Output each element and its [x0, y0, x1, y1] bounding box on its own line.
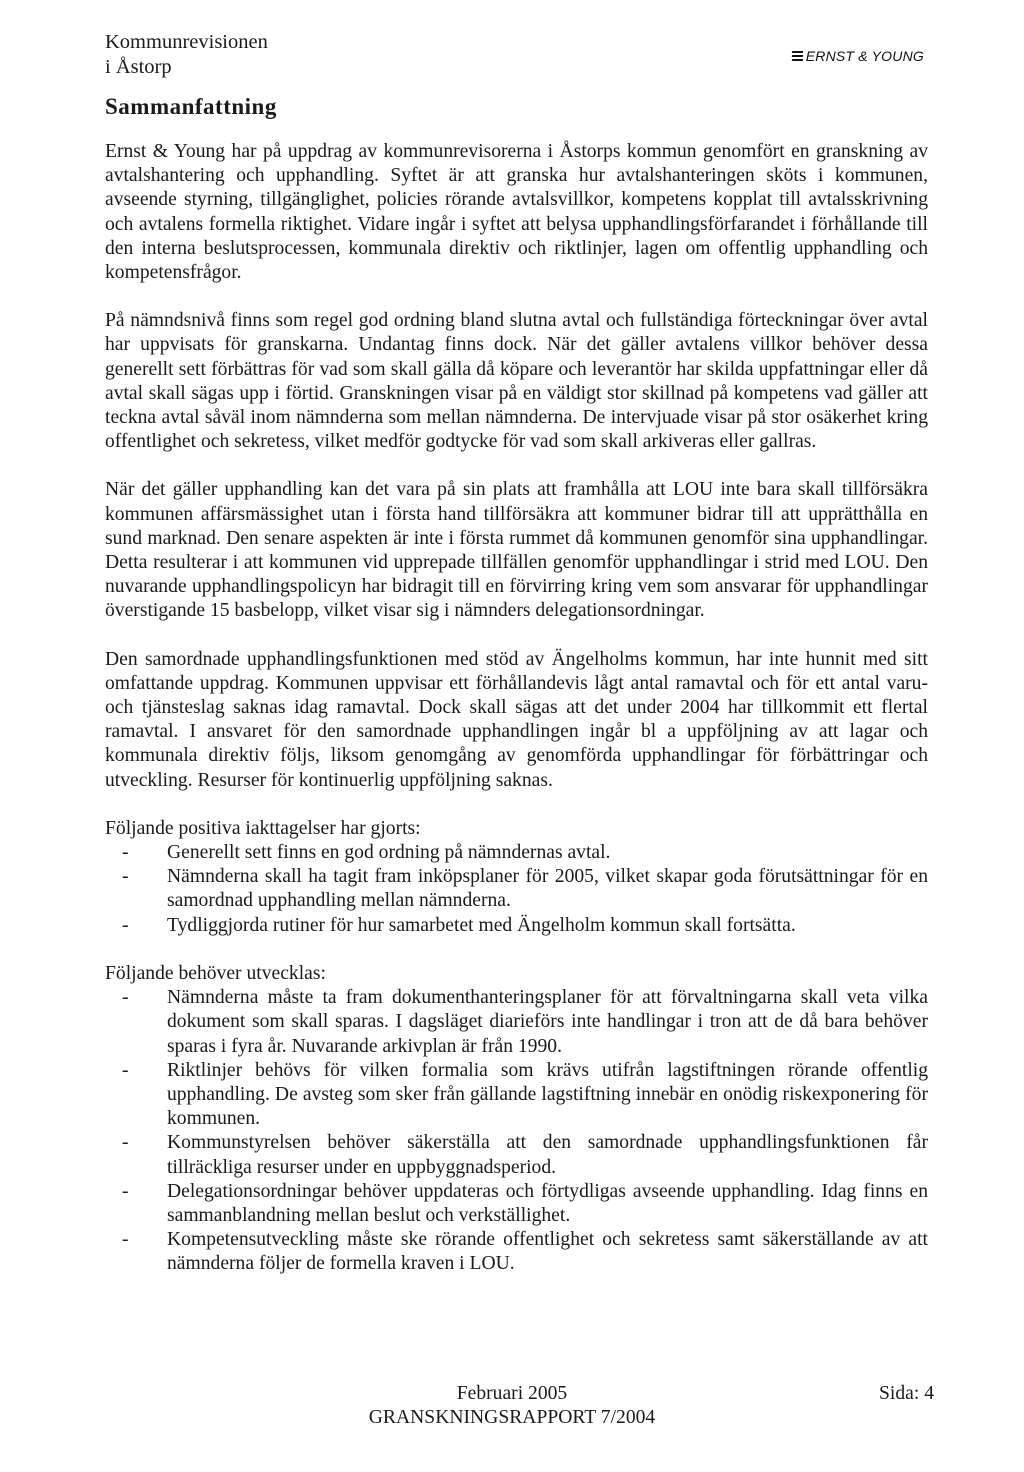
header-org-line2: i Åstorp — [105, 56, 172, 78]
improvements-intro: Följande behöver utvecklas: — [105, 962, 326, 984]
list-item: - Generellt sett finns en god ordning på nämndernas avtal. — [105, 841, 928, 865]
page-number: Sida: 4 — [879, 1383, 934, 1404]
paragraph: Ernst & Young har på uppdrag av kommunrevisorerna i Åstorps kommun genomfört en granskning av avtalshantering och upphandling. Syftet är att granska hur avtalshanteringen sköts i kommunen, avseende styrning, tillgänglighet, policies rörande avtalsvillkor, kompetens kopplat till avtalsskrivning och avtalens formella riktighet. Vidare ingår i syftet att belysa upphandlingsförfarandet i förhållande till den interna beslutsprocessen, kommunala direktiv och riktlinjer, lagen om offentlig upphandling och kompetensfrågor. — [105, 141, 928, 284]
header-organization — [105, 30, 268, 80]
list-item: - Delegationsordningar behöver uppdateras och förtydligas avseende upphandling. Idag finns en sammanblandning mellan beslut och verkställighet. — [105, 1180, 928, 1228]
list-item: - Riktlinjer behövs för vilken formalia som krävs utifrån lagstiftningen rörande offentlig upphandling. De avsteg som sker från gällande lagstiftning innebär en onödig riskexponering för kommunen. — [105, 1059, 928, 1132]
footer-date: Februari 2005 — [456, 1383, 568, 1404]
positives-intro: Följande positiva iakttagelser har gjorts: — [105, 817, 421, 839]
list-item: - Kompetensutveckling måste ske rörande offentlighet och sekretess samt säkerställande av att nämnderna följer de formella kraven i LOU. — [105, 1228, 928, 1276]
paragraph: När det gäller upphandling kan det vara på sin plats att framhålla att LOU inte bara skall tillförsäkra kommunen affärsmässighet utan i första hand tillförsäkra att kommuner bidrar till att upprätthålla en sund marknad. Den senare aspekten är inte i första rummet då kommunen genomför sina upphandlingar. Detta resulterar i att kommunen vid upprepade tillfällen genomför upphandlingar i strid med LOU. Den nuvarande upphandlingspolicyn har bidragit till en förvirring kring vem som ansvarar för upphandlingar överstigande 15 basbelopp, vilket visar sig i nämnders delegationsordningar. — [105, 479, 928, 622]
header-org-line1: Kommunrevisionen — [105, 31, 268, 53]
footer-report-id: GRANSKNINGSRAPPORT 7/2004 — [368, 1407, 656, 1428]
ey-logo-icon — [792, 50, 803, 62]
footer — [0, 1382, 1024, 1430]
improvements-list — [105, 986, 928, 1276]
section-title: Sammanfattning — [105, 94, 277, 119]
list-item: - Nämnderna skall ha tagit fram inköpsplaner för 2005, vilket skapar goda förutsättningar för en samordnad upphandling mellan nämnderna. — [105, 865, 928, 913]
positives-list — [105, 841, 928, 938]
paragraph: Den samordnade upphandlingsfunktionen med stöd av Ängelholms kommun, har inte hunnit med sitt omfattande uppdrag. Kommunen uppvisar ett förhållandevis lågt antal ramavtal och för ett antal varu- och tjänsteslag saknas idag ramavtal. Dock skall sägas att det under 2004 har tillkommit ett flertal ramavtal. I ansvaret för den samordnade upphandlingen ingår bl a uppföljning av att lagar och kommunala direktiv följs, liksom genomgång av genomförda upphandlingar för förbättringar och utveckling. Resurser för kontinuerlig uppföljning saknas. — [105, 648, 928, 791]
ernst-young-logo — [792, 48, 924, 64]
document-body — [105, 140, 928, 1301]
list-item: - Nämnderna måste ta fram dokumenthanteringsplaner för att förvaltningarna skall veta vilka dokument som skall sparas. I dagsläget diarieförs inte handlingar i tron att de då bara behöver sparas i fyra år. Nuvarande arkivplan är från 1990. — [105, 986, 928, 1059]
list-item: - Tydliggjorda rutiner för hur samarbetet med Ängelholm kommun skall fortsätta. — [105, 914, 928, 938]
logo-text: ERNST & YOUNG — [805, 48, 924, 64]
paragraph: På nämndsnivå finns som regel god ordning bland slutna avtal och fullständiga förteckningar över avtal har uppvisats för granskarna. Undantag finns dock. När det gäller avtalens villkor behöver dessa generellt sett förbättras för vad som skall gälla då köpare och leverantör har skilda uppfattningar eller då avtal skall sägas upp i förtid. Granskningen visar på en väldigt stor skillnad på kompetens vad gäller att teckna avtal såväl inom nämnderna som mellan nämnderna. De intervjuade visar på stor osäkerhet kring offentlighet och sekretess, vilket medför godtycke för vad som skall arkiveras eller gallras. — [105, 310, 928, 453]
list-item: - Kommunstyrelsen behöver säkerställa att den samordnade upphandlingsfunktionen får tillräckliga resurser under en uppbyggnadsperiod. — [105, 1131, 928, 1179]
